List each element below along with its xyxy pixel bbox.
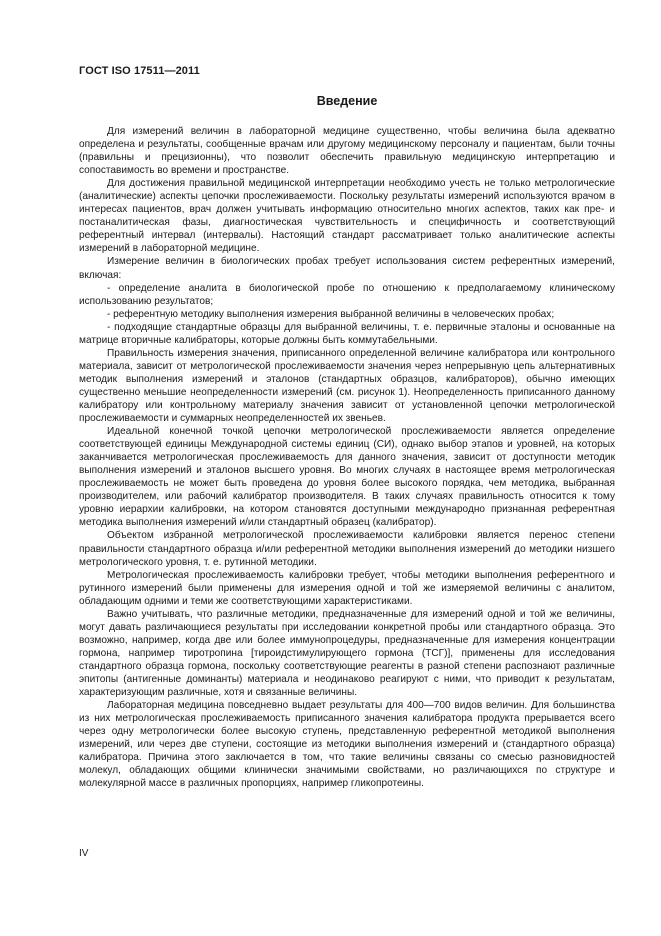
paragraph: Измерение величин в биологических пробах требует использования систем референтных измерений, включая: (79, 256, 615, 281)
body-text (79, 125, 615, 790)
paragraph: Лабораторная медицина повседневно выдает результаты для 400—700 видов величин. Для большинства из них метрологическая прослеживаемость приписанного значения калибратора продукта прерывается всего через одну метрологически более высокую ступень, представленную референтной методикой выполнения измерений, или через две ступени, состоящие из методики выполнения измерений и (стандартного образца) калибратора. Причина этого заключается в том, что такие величины связаны со смесью разновидностей молекул, обладающих общими клинически значимыми свойствами, но различающихся по структуре и молекулярной массе в различных пропорциях, например гликопротеины. (79, 700, 615, 790)
paragraph: Правильность измерения значения, приписанного определенной величине калибратора или контрольного материала, зависит от метрологической прослеживаемости значения через непрерывную цепь альтернативных методик выполнения измерений и эталонов (стандартных образцов, калибраторов), обычно имеющих существенно меньшие неопределенности измерений (см. рисунок 1). Неопределенность приписанного данному калибратору или контрольному материалу значения зависит от установленной цепочки метрологической прослеживаемости и суммарных неопределенностей их звеньев. (79, 347, 615, 425)
page-number: IV (79, 848, 89, 859)
paragraph: Важно учитывать, что различные методики, предназначенные для измерений одной и той же величины, могут давать различающиеся результаты при исследовании конкретной пробы или стандартного образца. Это возможно, например, когда две или более иммунопроцедуры, предназначенные для измерения концентрации гормона, например тиротропина [тироидстимулирующего гормона (ТСГ)], применены для исследования стандартного образца гормона, поскольку соответствующие реагенты в разной степени распознают различные эпитопы (антигенные доминанты) материала и неодинаково реагируют с ними, что приводит к результатам, характеризующим различные, хотя и связанные величины. (79, 608, 615, 699)
document-code: ГОСТ ISO 17511—2011 (79, 65, 200, 77)
paragraph: Метрологическая прослеживаемость калибровки требует, чтобы методики выполнения референтного и рутинного измерений были применены для измерения одной и той же измеряемой величины с аналитом, обладающим одними и теми же соответствующими характеристиками. (79, 569, 615, 607)
paragraph: Для достижения правильной медицинской интерпретации необходимо учесть не только метрологические (аналитические) аспекты цепочки прослеживаемости. Поскольку результаты измерений используются врачом в интересах пациентов, врач должен учитывать информацию относительно многих аспектов, таких как пре- и постаналитическая фазы, диагностическая чувствительность и специфичность и соответствующий референтный интервал (интервалы). Настоящий стандарт рассматривает только аналитические аспекты измерений в лабораторной медицине. (79, 178, 615, 255)
list-item: - референтную методику выполнения измерения выбранной величины в человеческих пробах; (107, 308, 555, 320)
list-item: - определение аналита в биологической пробе по отношению к предполагаемому клиническому использованию результатов; (79, 282, 615, 307)
paragraph: Для измерений величин в лабораторной медицине существенно, чтобы величина была адекватно определена и результаты, сообщенные врачам или другому медицинскому персоналу и пациентам, были точны (правильны и прецизионны), что позволит обеспечить правильную медицинскую интерпретацию и сопоставимость во времени и пространстве. (79, 126, 615, 177)
paragraph: Идеальной конечной точкой цепочки метрологической прослеживаемости является определение соответствующей единицы Международной системы единиц (СИ), однако выбор этапов и уровней, на которых заканчивается метрологическая прослеживаемость для данного значения, зависит от доступности методик выполнения измерений и эталонов высшего уровня. Во многих случаях в настоящее время метрологическая прослеживаемость не может быть проведена до уровня более высокого порядка, чем методика, выбранная производителем, или рабочий калибратор производителя. В таких случаях правильность относится к тому уровню иерархии калибровки, на котором становятся доступными международно признанная референтная методика выполнения измерений и/или стандартный образец (калибратор). (79, 426, 615, 529)
list-item: - подходящие стандартные образцы для выбранной величины, т. е. первичные эталоны и основанные на матрице вторичные калибраторы, которые должны быть коммутабельными. (79, 321, 615, 346)
section-title: Введение (316, 94, 378, 108)
paragraph: Объектом избранной метрологической прослеживаемости калибровки является перенос степени правильности стандартного образца и/или референтной методики выполнения измерений до методики низшего метрологического уровня, т. е. рутинной методики. (79, 530, 615, 568)
